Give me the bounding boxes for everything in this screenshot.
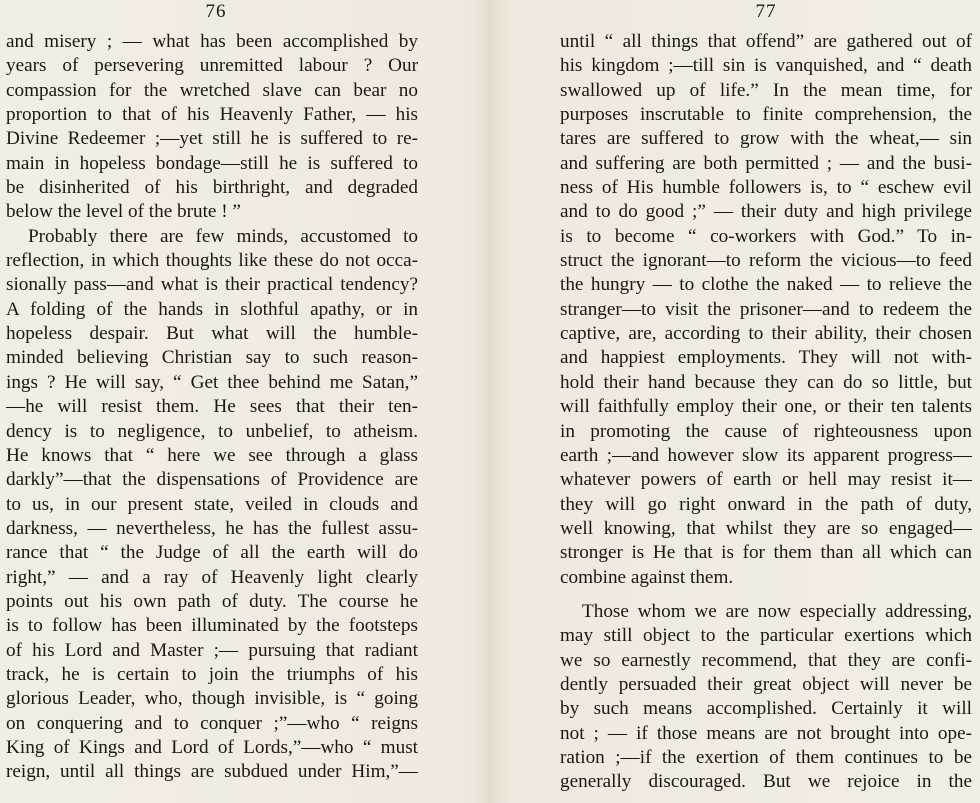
text-line: reflection, in which thoughts like these do not occa- — [6, 250, 418, 272]
text-line: earth ;—and however slow its apparent progress— — [560, 444, 972, 466]
text-line: Probably there are few minds, accustomed to — [28, 225, 418, 247]
text-line: of his Lord and Master ;— pursuing that radiant — [6, 639, 418, 661]
text-line: main in hopeless bondage—still he is suffered to — [6, 152, 418, 174]
text-line: ration ;—if the exertion of them continues to be — [560, 746, 972, 768]
text-line: glorious Leader, who, though invisible, is “ going — [6, 688, 418, 710]
text-line: to us, in our present state, veiled in clouds and — [6, 493, 418, 515]
text-line: King of Kings and Lord of Lords,”—who “ must — [6, 736, 418, 758]
text-line: may still object to the particular exertions which — [560, 625, 972, 647]
text-line: track, he is certain to join the triumphs of his — [6, 663, 418, 685]
text-line: they will go right onward in the path of duty, — [560, 493, 972, 515]
text-line: and suffering are both permitted ; — and the busi- — [560, 152, 972, 174]
text-line: Divine Redeemer ;—yet still he is suffered to re- — [6, 128, 418, 150]
text-line: compassion for the wretched slave can bear no — [6, 79, 418, 101]
text-line: below the level of the brute ! ” — [6, 201, 241, 223]
text-line: combine against them. — [560, 566, 734, 588]
text-line: in promoting the cause of righteousness upon — [560, 420, 972, 442]
page-number-left: 76 — [205, 1, 227, 22]
text-line: years of persevering unremitted labour ? Our — [6, 55, 418, 77]
text-line: darkly”—that the dispensations of Providence are — [6, 469, 418, 491]
text-line: proportion to that of his Heavenly Father, — his — [6, 104, 418, 126]
text-line: and misery ; — what has been accomplished by — [6, 31, 418, 52]
left-page-text — [6, 30, 418, 785]
text-line: A folding of the hands in slothful apathy, or in — [6, 298, 418, 320]
text-line: swallowed up of life.” In the mean time, for — [560, 79, 972, 101]
text-line: ness of His humble followers is, to “ eschew evil — [560, 177, 972, 199]
text-line: —he will resist them. He sees that their ten- — [6, 396, 418, 418]
text-line: stranger—to visit the prisoner—and to redeem the — [560, 298, 972, 320]
text-line: He knows that “ here we see through a glass — [6, 444, 418, 466]
text-line: tares are suffered to grow with the wheat,— sin — [560, 128, 972, 150]
text-line: the hungry — to clothe the naked — to relieve the — [560, 274, 972, 296]
page-number-right: 77 — [755, 1, 777, 22]
text-line: captive, are, according to their ability, their chosen — [560, 323, 972, 345]
text-line: hopeless despair. But what will the humble- — [6, 323, 418, 345]
text-line: generally discouraged. But we rejoice in the — [560, 771, 972, 793]
right-page — [560, 0, 972, 795]
text-line: points out his own path of duty. The course he — [6, 590, 418, 612]
text-line: minded believing Christian say to such reason- — [6, 347, 418, 369]
text-line: well knowing, that whilst they are so engaged— — [560, 517, 972, 539]
text-line: dently persuaded their great object will never be — [560, 673, 972, 695]
text-line: not ; — if those means are not brought into ope- — [560, 722, 972, 744]
text-line: whatever powers of earth or hell may resist it— — [560, 469, 972, 491]
text-line: Those whom we are now especially addressing, — [582, 600, 972, 622]
text-line: will faithfully employ their one, or their ten talents — [560, 396, 972, 418]
text-line: purposes inscrutable to finite comprehension, the — [560, 104, 972, 126]
text-line: be disinherited of his birthright, and degraded — [6, 177, 418, 199]
text-line: stronger is He that is for them than all which can — [560, 542, 972, 564]
text-line: right,” — and a ray of Heavenly light clearly — [6, 566, 418, 588]
text-line: and happiest employments. They will not with- — [560, 347, 972, 369]
text-line: and to do good ;” — their duty and high privilege — [560, 201, 972, 223]
text-line: is to follow has been illuminated by the footsteps — [6, 615, 418, 637]
text-line: until “ all things that offend” are gathered out of — [560, 31, 972, 52]
text-line: rance that “ the Judge of all the earth will do — [6, 542, 418, 564]
text-line: we so earnestly recommend, that they are confi- — [560, 649, 972, 671]
text-line: his kingdom ;—till sin is vanquished, and “ death — [560, 55, 972, 77]
text-line: sionally pass—and what is their practical tendency? — [6, 274, 418, 296]
text-line: is to become “ co-workers with God.” To in- — [560, 225, 972, 247]
text-line: reign, until all things are subdued under Him,”— — [6, 761, 418, 783]
text-line: struct the ignorant—to reform the vicious—to feed — [560, 250, 972, 272]
text-line: ings ? He will say, “ Get thee behind me Satan,” — [6, 371, 418, 393]
text-line: hold their hand because they can do so little, but — [560, 371, 972, 393]
text-line: darkness, — nevertheless, he has the fullest assu- — [6, 517, 418, 539]
left-page — [6, 0, 418, 785]
text-line: on conquering and to conquer ;”—who “ reigns — [6, 712, 418, 734]
paragraph-gap — [560, 590, 972, 600]
text-line: dency is to negligence, to unbelief, to atheism. — [6, 420, 418, 442]
text-line: by such means accomplished. Certainly it will — [560, 698, 972, 720]
right-page-text — [560, 30, 972, 795]
